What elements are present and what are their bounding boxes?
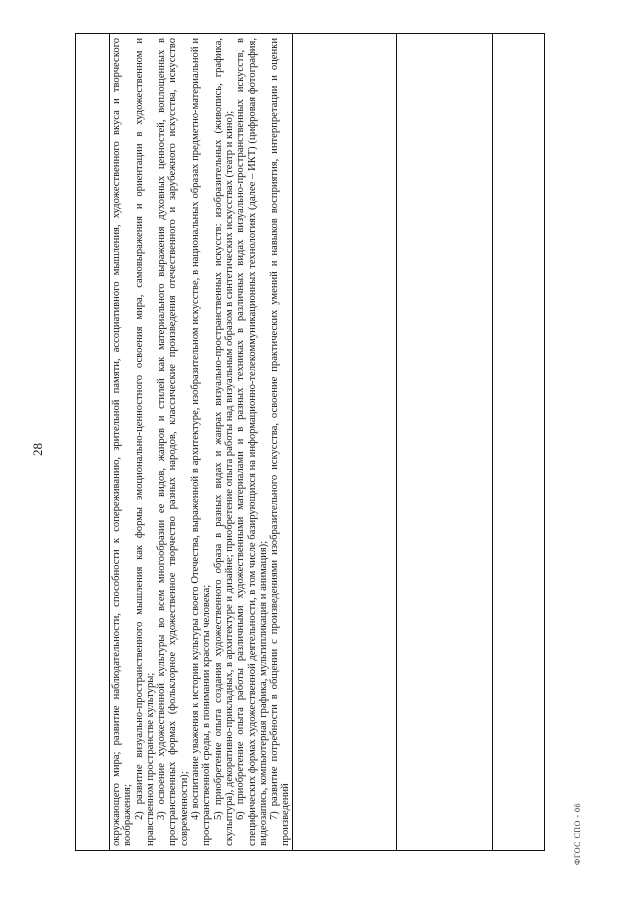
- table-cell-blank-3: [493, 34, 544, 850]
- table-cell-blank-1: [293, 34, 397, 850]
- rotated-table-body: [76, 34, 544, 850]
- paragraph-5: 5) приобретение опыта создания художественного образа в разных видах и жанрах визуально-пространственных искусств: изобразительных (живопись, графика, скульптура), декоративно-прикладных, в архитектуре и дизайне; приобретение опыта работы над визуальным образом в синтетических искусствах (театр и кино);: [212, 38, 235, 846]
- paragraph-6: 6) приобретение опыта работы различными художественными материалами и в разных техниках в различных видах визуально-пространственных искусств, в специфических формах художественной деятельности, в том числе базирующихся на информационно-телекоммуникационных технологиях (далее – ИКТ) (цифровая фотография, видеозапись, компьютерная графика, мультипликация и анимация);: [235, 38, 269, 846]
- table: [75, 33, 545, 851]
- paragraph-3: 3) освоение художественной культуры во всем многообразии ее видов, жанров и стилей как материального выражения духовных ценностей, воплощенных в пространственных формах (фольклорное художественное творчество разных народов, классические произведения отечественного и зарубежного искусства, искусство современности);: [156, 38, 190, 846]
- content-text: [111, 38, 292, 846]
- footer-code: ФГОС СПО - 06: [573, 802, 582, 865]
- paragraph-2: 2) развитие визуально-пространственного мышления как формы эмоционально-ценностного освоения мира, самовыражения и ориентации в художественном и нравственном пространстве культуры;: [133, 38, 156, 846]
- paragraph-4: 4) воспитание уважения к истории культуры своего Отечества, выраженной в архитектуре, изобразительном искусстве, в национальных образах предметно-материальной и пространственной среды, в понимании красоты человека;: [190, 38, 213, 846]
- table-cell-left-blank: [76, 34, 110, 850]
- table-cell-blank-2: [397, 34, 493, 850]
- paragraph-7: 7) развитие потребности в общении с произведениями изобразительного искусства, освоение практических умений и навыков восприятия, интерпретации и оценки произведений: [269, 38, 292, 846]
- paragraph-1: окружающего мира; развитие наблюдательности, способности к сопереживанию, зрительной памяти, ассоциативного мышления, художественного вкуса и творческого воображения;: [111, 38, 134, 846]
- page-number: 28: [30, 443, 45, 456]
- table-cell-content: [110, 34, 293, 850]
